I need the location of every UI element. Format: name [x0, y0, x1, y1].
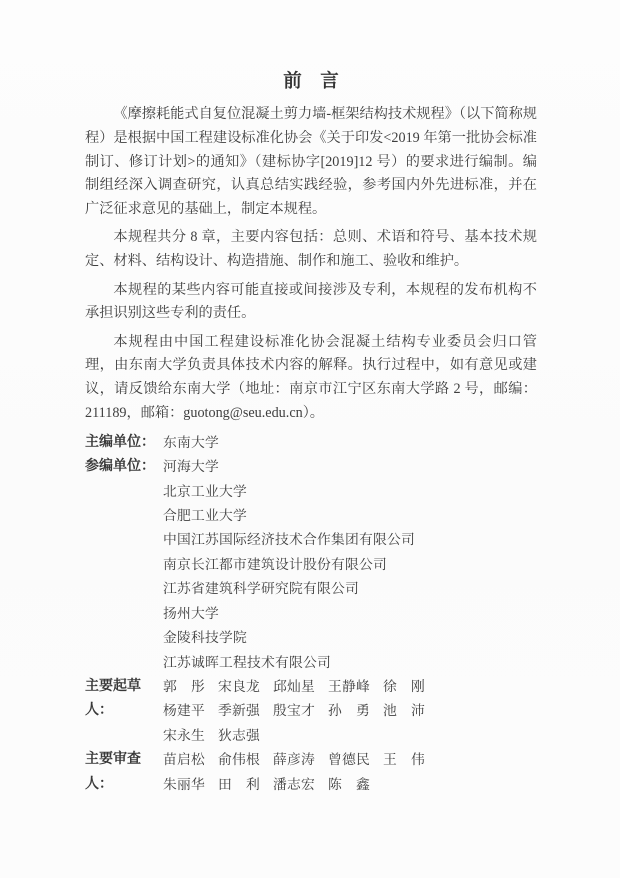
- name-row: [163, 675, 425, 699]
- person-name: 杨建平: [163, 703, 205, 719]
- name-row: [163, 748, 425, 772]
- person-name: 潘志宏: [273, 776, 315, 792]
- unit-name: 东南大学: [163, 434, 219, 450]
- person-name: 苗启松: [163, 752, 205, 768]
- reviewers-label: 主要审查人：: [85, 752, 141, 792]
- unit-name: 合肥工业大学: [163, 508, 247, 524]
- preface-paragraph: 本规程的某些内容可能直接或间接涉及专利，本规程的发布机构不承担识别这些专利的责任。: [85, 281, 537, 322]
- person-name: 陈 鑫: [328, 776, 370, 792]
- person-name: 殷宝才: [273, 703, 315, 719]
- person-name: 池 沛: [383, 703, 425, 719]
- person-name: 孙 勇: [328, 703, 370, 719]
- person-name: 宋永生: [163, 727, 205, 743]
- drafters-label: 主要起草人：: [85, 678, 141, 719]
- name-row: [163, 773, 425, 797]
- preface-paragraphs: [85, 103, 537, 426]
- chief-editor-label: 主编单位：: [85, 434, 155, 450]
- person-name: 徐 刚: [383, 678, 425, 694]
- reviewers-row: [85, 748, 537, 797]
- person-name: 季新强: [218, 703, 260, 719]
- chief-editor-units: [163, 431, 219, 455]
- co-editors-row: [85, 455, 537, 675]
- name-row: [163, 699, 425, 723]
- page-title: 前 言: [283, 72, 339, 92]
- person-name: 俞伟根: [218, 752, 260, 768]
- unit-name: 北京工业大学: [163, 483, 247, 499]
- unit-name: 河海大学: [163, 459, 219, 475]
- name-row: [163, 724, 425, 748]
- unit-name: 南京长江都市建筑设计股份有限公司: [163, 556, 387, 572]
- preface-paragraph: 本规程由中国工程建设标准化协会混凝土结构专业委员会归口管理，由东南大学负责具体技术内容的解释。执行过程中，如有意见或建议，请反馈给东南大学（地址：南京市江宁区东南大学路 2 号，邮编：211189，邮箱：guotong@seu.edu.cn）。: [85, 333, 537, 422]
- chief-editor-row: [85, 431, 537, 455]
- unit-name: 江苏诚晖工程技术有限公司: [163, 654, 331, 670]
- person-name: 郭 彤: [163, 678, 205, 694]
- unit-name: 金陵科技学院: [163, 630, 247, 646]
- person-name: 田 利: [218, 776, 260, 792]
- person-name: 宋良龙: [218, 678, 260, 694]
- editorial-section: [85, 431, 537, 797]
- reviewer-names: [163, 748, 425, 797]
- unit-name: 中国江苏国际经济技术合作集团有限公司: [163, 532, 415, 548]
- person-name: 薛彦涛: [273, 752, 315, 768]
- unit-name: 扬州大学: [163, 605, 219, 621]
- person-name: 王 伟: [383, 752, 425, 768]
- unit-name: 江苏省建筑科学研究院有限公司: [163, 581, 359, 597]
- person-name: 邱灿星: [273, 678, 315, 694]
- drafter-names: [163, 675, 425, 748]
- preface-paragraph: 《摩擦耗能式自复位混凝土剪力墙-框架结构技术规程》（以下简称规程）是根据中国工程建设标准化协会《关于印发<2019 年第一批协会标准制订、修订计划>的通知》（建标协字[2019]12 号）的要求进行编制。编制组经深入调查研究，认真总结实践经验，参考国内外先进标准，并在广泛征求意见的基础上，制定本规程。: [85, 106, 537, 218]
- preface-paragraph: 本规程共分 8 章，主要内容包括：总则、术语和符号、基本技术规定、材料、结构设计、构造措施、制作和施工、验收和维护。: [85, 229, 537, 270]
- person-name: 狄志强: [218, 727, 260, 743]
- drafters-row: [85, 675, 537, 748]
- co-editors-label: 参编单位：: [85, 459, 155, 475]
- person-name: 朱丽华: [163, 776, 205, 792]
- co-editor-units: [163, 455, 415, 675]
- person-name: 曾德民: [328, 752, 370, 768]
- person-name: 王静峰: [328, 678, 370, 694]
